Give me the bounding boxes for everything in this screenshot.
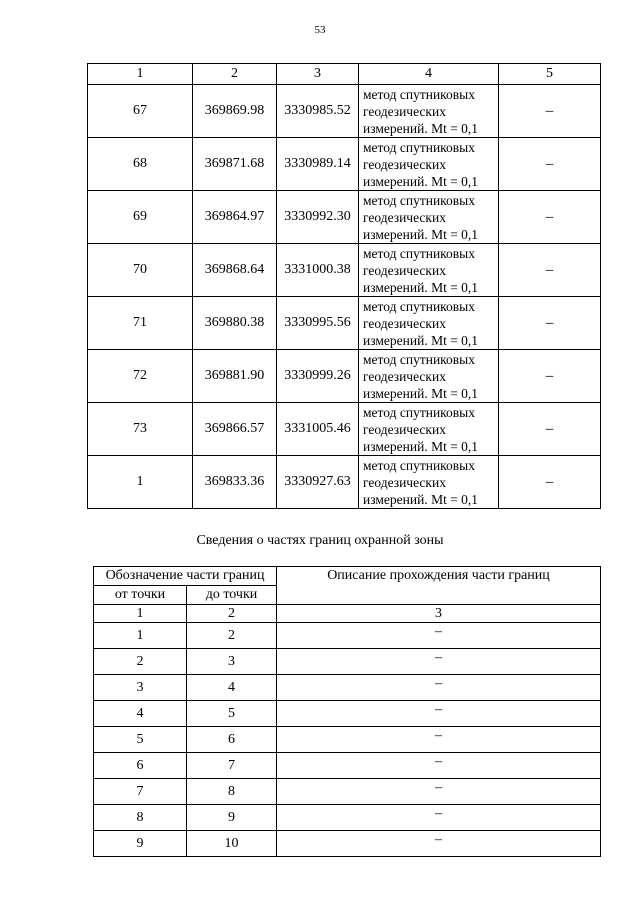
to-point: 4	[187, 675, 277, 701]
boundary-description: –	[277, 649, 601, 675]
point-number: 68	[88, 138, 193, 191]
determination-method	[359, 350, 499, 403]
x-coordinate: 369866.57	[193, 403, 277, 456]
method-line: геодезических	[363, 262, 446, 278]
determination-method	[359, 191, 499, 244]
table-row	[94, 779, 601, 805]
point-number: 73	[88, 403, 193, 456]
y-coordinate: 3330992.30	[277, 191, 359, 244]
method-line: измерений. Mt = 0,1	[363, 491, 479, 507]
coordinates-table	[87, 63, 601, 509]
note-cell: –	[499, 297, 601, 350]
column-number-2: 2	[193, 64, 277, 85]
from-point: 8	[94, 805, 187, 831]
note-cell: –	[499, 85, 601, 138]
method-line: измерений. Mt = 0,1	[363, 438, 479, 454]
note-cell: –	[499, 244, 601, 297]
to-point: 10	[187, 831, 277, 857]
from-point: 7	[94, 779, 187, 805]
column-number-3: 3	[277, 64, 359, 85]
x-coordinate: 369880.38	[193, 297, 277, 350]
x-coordinate: 369868.64	[193, 244, 277, 297]
method-line: геодезических	[363, 421, 446, 437]
table-row	[88, 138, 601, 191]
method-line: метод спутниковых	[363, 404, 475, 420]
determination-method	[359, 138, 499, 191]
method-line: геодезических	[363, 156, 446, 172]
boundary-description: –	[277, 805, 601, 831]
point-number: 1	[88, 456, 193, 509]
column-number-4: 4	[359, 64, 499, 85]
method-line: метод спутниковых	[363, 298, 475, 314]
header-to-point: до точки	[187, 586, 277, 605]
method-line: измерений. Mt = 0,1	[363, 385, 479, 401]
table-row	[94, 753, 601, 779]
boundary-description: –	[277, 831, 601, 857]
from-point: 4	[94, 701, 187, 727]
point-number: 67	[88, 85, 193, 138]
y-coordinate: 3331000.38	[277, 244, 359, 297]
y-coordinate: 3330989.14	[277, 138, 359, 191]
method-line: геодезических	[363, 474, 446, 490]
to-point: 3	[187, 649, 277, 675]
point-number: 71	[88, 297, 193, 350]
table-row	[94, 649, 601, 675]
to-point: 5	[187, 701, 277, 727]
to-point: 7	[187, 753, 277, 779]
boundary-description: –	[277, 623, 601, 649]
x-coordinate: 369871.68	[193, 138, 277, 191]
header-boundary-part-designation: Обозначение части границ	[94, 567, 277, 586]
method-line: метод спутниковых	[363, 86, 475, 102]
parts-numbering-row	[94, 605, 601, 623]
point-number: 70	[88, 244, 193, 297]
method-line: измерений. Mt = 0,1	[363, 120, 479, 136]
table-row	[88, 403, 601, 456]
boundary-description: –	[277, 727, 601, 753]
table-row	[94, 727, 601, 753]
y-coordinate: 3330985.52	[277, 85, 359, 138]
from-point: 1	[94, 623, 187, 649]
table-row	[88, 456, 601, 509]
method-line: метод спутниковых	[363, 192, 475, 208]
method-line: метод спутниковых	[363, 245, 475, 261]
y-coordinate: 3330995.56	[277, 297, 359, 350]
method-line: метод спутниковых	[363, 351, 475, 367]
parts-header-row	[94, 567, 601, 586]
table-row	[88, 85, 601, 138]
from-point: 5	[94, 727, 187, 753]
method-line: измерений. Mt = 0,1	[363, 279, 479, 295]
table-row	[94, 675, 601, 701]
determination-method	[359, 456, 499, 509]
method-line: геодезических	[363, 315, 446, 331]
table-row	[88, 244, 601, 297]
x-coordinate: 369869.98	[193, 85, 277, 138]
to-point: 8	[187, 779, 277, 805]
header-boundary-description: Описание прохождения части границ	[277, 567, 601, 605]
point-number: 72	[88, 350, 193, 403]
boundary-description: –	[277, 779, 601, 805]
point-number: 69	[88, 191, 193, 244]
table-row	[94, 623, 601, 649]
method-line: геодезических	[363, 368, 446, 384]
from-point: 6	[94, 753, 187, 779]
column-number-3: 3	[277, 605, 601, 623]
determination-method	[359, 403, 499, 456]
column-number-5: 5	[499, 64, 601, 85]
method-line: измерений. Mt = 0,1	[363, 173, 479, 189]
note-cell: –	[499, 403, 601, 456]
boundary-description: –	[277, 675, 601, 701]
table-row	[94, 701, 601, 727]
determination-method	[359, 297, 499, 350]
from-point: 9	[94, 831, 187, 857]
boundary-description: –	[277, 701, 601, 727]
method-line: геодезических	[363, 209, 446, 225]
table-row	[88, 350, 601, 403]
method-line: геодезических	[363, 103, 446, 119]
boundary-parts-table	[93, 566, 601, 857]
determination-method	[359, 85, 499, 138]
note-cell: –	[499, 138, 601, 191]
x-coordinate: 369864.97	[193, 191, 277, 244]
coordinates-header-row	[88, 64, 601, 85]
column-number-2: 2	[187, 605, 277, 623]
note-cell: –	[499, 456, 601, 509]
to-point: 2	[187, 623, 277, 649]
table-row	[88, 191, 601, 244]
table-row	[94, 831, 601, 857]
note-cell: –	[499, 350, 601, 403]
x-coordinate: 369881.90	[193, 350, 277, 403]
method-line: метод спутниковых	[363, 139, 475, 155]
boundary-description: –	[277, 753, 601, 779]
header-from-point: от точки	[94, 586, 187, 605]
method-line: метод спутниковых	[363, 457, 475, 473]
note-cell: –	[499, 191, 601, 244]
from-point: 3	[94, 675, 187, 701]
column-number-1: 1	[94, 605, 187, 623]
table-row	[88, 297, 601, 350]
to-point: 9	[187, 805, 277, 831]
x-coordinate: 369833.36	[193, 456, 277, 509]
y-coordinate: 3330927.63	[277, 456, 359, 509]
section-title: Сведения о частях границ охранной зоны	[196, 533, 444, 548]
determination-method	[359, 244, 499, 297]
from-point: 2	[94, 649, 187, 675]
column-number-1: 1	[88, 64, 193, 85]
method-line: измерений. Mt = 0,1	[363, 332, 479, 348]
to-point: 6	[187, 727, 277, 753]
page-number: 53	[314, 24, 326, 36]
y-coordinate: 3330999.26	[277, 350, 359, 403]
method-line: измерений. Mt = 0,1	[363, 226, 479, 242]
table-row	[94, 805, 601, 831]
y-coordinate: 3331005.46	[277, 403, 359, 456]
